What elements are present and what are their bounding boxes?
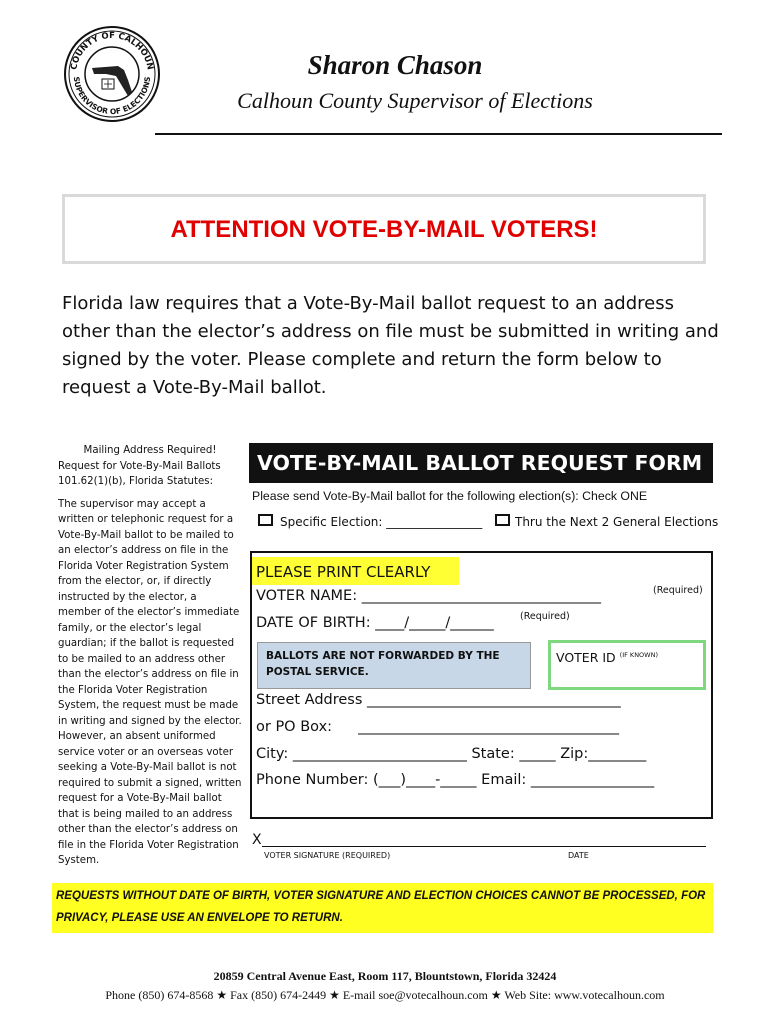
specific-election-label: Specific Election: ________________ [280,515,483,529]
next-two-elections-checkbox[interactable] [495,514,510,526]
signature-label: VOTER SIGNATURE (REQUIRED) [264,851,391,860]
signature-x: X [252,832,262,848]
statute-sidebar [58,443,242,869]
street-address-field[interactable]: Street Address ___________________________________ [256,692,621,708]
sidebar-ref-line2: 101.62(1)(b), Florida Statutes: [58,476,214,487]
intro-paragraph: Florida law requires that a Vote-By-Mail ballot request to an address other than the elector’s address on file must be submitted in writing and signed by the voter. Please complete and return the form below to request a Vote-By-Mail ballot. [62,293,719,398]
po-box-label: or PO Box: [256,719,333,735]
not-forwarded-notice: BALLOTS ARE NOT FORWARDED BY THE POSTAL SERVICE. [257,642,531,689]
county-seal-logo [62,24,162,124]
po-box-field[interactable]: ____________________________________ [358,719,619,735]
seal-text-top: COUNTY OF CALHOUN [69,30,155,71]
sidebar-title: Mailing Address Required! [83,445,217,456]
dob-required: (Required) [520,611,570,622]
voter-name-required: (Required) [653,585,703,596]
sidebar-body: The supervisor may accept a written or telephonic request for a Vote-By-Mail ballot to be mailed to an elector’s address on file in the Florida Voter Registration System from the elector, or, if directly instructed by the elector, a member of the elector’s immediate family, or the elector’s legal guardian; if the ballot is requested to be mailed to an address other than the elector’s address on file in the Florida Voter Registration System, the request must be made in writing and signed by the elector. However, an absent uniformed service voter or an overseas voter seeking a Vote-By-Mail ballot is not required to submit a signed, written request for a Vote-By-Mail ballot that is being mailed to an address other than the elector’s address on file in the Florida Voter Registration System. [58,498,242,866]
voter-id-field[interactable] [548,640,706,690]
phone-email-field[interactable]: Phone Number: (___)____-_____ Email: _________________ [256,772,655,788]
footer-contact: Phone (850) 674-8568 ★ Fax (850) 674-2449 ★ E-mail soe@votecalhoun.com ★ Web Site: www.votecalhoun.com [105,988,665,1002]
attention-heading: ATTENTION VOTE-BY-MAIL VOTERS! [170,216,598,243]
signature-line[interactable] [262,846,706,847]
date-of-birth-field[interactable]: DATE OF BIRTH: ____/_____/______ [256,615,494,631]
print-clearly-banner: PLEASE PRINT CLEARLY [252,557,459,585]
specific-election-checkbox[interactable] [258,514,273,526]
seal-text-bottom: SUPERVISOR OF ELECTIONS [71,76,153,117]
header-divider [155,133,722,135]
supervisor-name: Sharon Chason [307,50,483,80]
form-title: VOTE-BY-MAIL BALLOT REQUEST FORM [249,443,713,483]
sidebar-ref-line1: Request for Vote-By-Mail Ballots [58,460,221,472]
footer-address: 20859 Central Avenue East, Room 117, Blountstown, Florida 32424 [213,969,557,983]
processing-warning: REQUESTS WITHOUT DATE OF BIRTH, VOTER SIGNATURE AND ELECTION CHOICES CANNOT BE PROCESSED, FOR PRIVACY, PLEASE USE AN ENVELOPE TO RETURN. [52,883,713,933]
office-title: Calhoun County Supervisor of Elections [237,88,593,113]
voter-id-if-known: (IF KNOWN) [619,650,658,659]
next-two-elections-label: Thru the Next 2 General Elections [515,515,719,529]
city-state-zip-field[interactable]: City: ________________________ State: _____ Zip:________ [256,746,647,762]
form-instruction: Please send Vote-By-Mail ballot for the following election(s): Check ONE [252,489,648,503]
voter-id-label: VOTER ID [556,650,616,665]
date-label: DATE [568,851,589,860]
voter-name-field[interactable]: VOTER NAME: _________________________________ [256,588,601,604]
